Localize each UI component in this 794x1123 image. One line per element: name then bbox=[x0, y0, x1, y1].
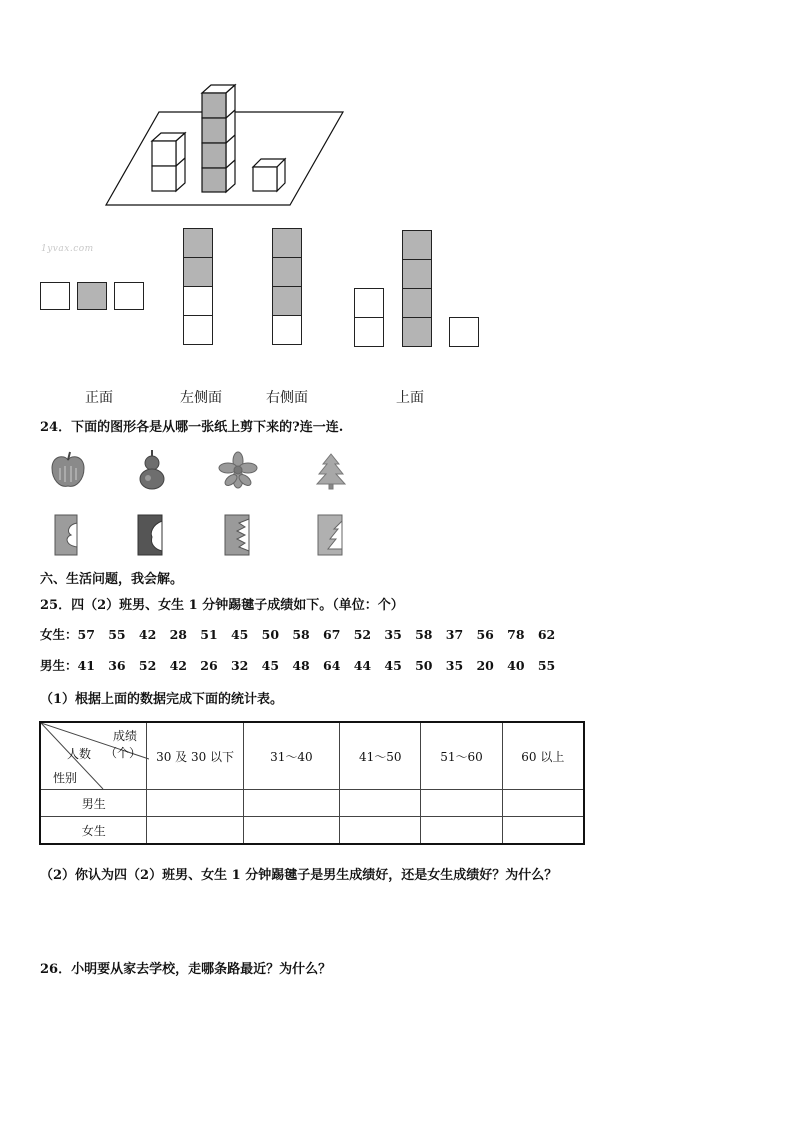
table-header-cell: 30 及 30 以下 bbox=[147, 722, 243, 790]
gourd-shape bbox=[140, 450, 164, 489]
tree-shape bbox=[317, 454, 345, 489]
view-label-front: 正面 bbox=[85, 390, 113, 406]
q25-title: 25．四（2）班男、女生 1 分钟踢毽子成绩如下。（单位：个） bbox=[40, 598, 404, 613]
answer-cell[interactable] bbox=[421, 790, 502, 817]
cube-arrangement-figure bbox=[0, 0, 794, 220]
corner-unit-label: （个） bbox=[105, 746, 142, 760]
row-label-girls: 女生 bbox=[40, 817, 147, 845]
boys-scores-line: 男生：41 36 52 42 26 32 45 48 64 44 45 50 35 20 40 55 bbox=[40, 658, 556, 673]
boys-label: 男生： bbox=[40, 658, 78, 673]
flower-shape bbox=[219, 452, 257, 488]
girls-label: 女生： bbox=[40, 627, 78, 642]
view-label-left: 左侧面 bbox=[180, 390, 222, 406]
section6-title: 六、生活问题，我会解。 bbox=[40, 572, 184, 587]
q25-sub1: （1）根据上面的数据完成下面的统计表。 bbox=[40, 692, 284, 707]
paper-d bbox=[318, 515, 342, 555]
cube-stack-tall bbox=[202, 85, 235, 192]
cut-papers-row bbox=[0, 508, 794, 562]
table-corner-cell bbox=[40, 722, 147, 790]
apple-shape bbox=[52, 452, 84, 486]
answer-cell[interactable] bbox=[243, 817, 339, 845]
table-row bbox=[40, 790, 584, 817]
row-label-boys: 男生 bbox=[40, 790, 147, 817]
view-label-right: 右侧面 bbox=[266, 390, 308, 406]
paper-a bbox=[55, 515, 77, 555]
answer-cell[interactable] bbox=[147, 790, 243, 817]
cube-stack-left bbox=[152, 133, 185, 191]
q25-sub2: （2）你认为四（2）班男、女生 1 分钟踢毽子是男生成绩好，还是女生成绩好？为什么？ bbox=[40, 868, 558, 883]
table-header-cell: 41～50 bbox=[340, 722, 421, 790]
girls-scores-line: 女生：57 55 42 28 51 45 50 58 67 52 35 58 37 56 78 62 bbox=[40, 627, 556, 642]
paper-b bbox=[138, 515, 162, 555]
answer-cell[interactable] bbox=[340, 790, 421, 817]
answer-cell[interactable] bbox=[340, 817, 421, 845]
answer-cell[interactable] bbox=[147, 817, 243, 845]
view-label-top: 上面 bbox=[396, 390, 424, 406]
corner-score-label: 成绩 bbox=[113, 729, 138, 743]
stats-table bbox=[39, 721, 585, 845]
table-row bbox=[40, 817, 584, 845]
watermark: 1yvax.com bbox=[41, 244, 94, 254]
table-header-cell: 31～40 bbox=[243, 722, 339, 790]
cube-single bbox=[253, 159, 285, 191]
answer-cell[interactable] bbox=[421, 817, 502, 845]
answer-cell[interactable] bbox=[502, 790, 584, 817]
paper-c bbox=[225, 515, 249, 555]
q24-title: 24．下面的图形各是从哪一张纸上剪下来的?连一连. bbox=[40, 420, 344, 435]
corner-people-label: 人数 bbox=[67, 747, 92, 761]
q26-title: 26．小明要从家去学校，走哪条路最近？为什么？ bbox=[40, 962, 332, 977]
answer-cell[interactable] bbox=[243, 790, 339, 817]
table-header-cell: 60 以上 bbox=[502, 722, 584, 790]
cut-shapes-row bbox=[0, 440, 794, 500]
table-header-cell: 51～60 bbox=[421, 722, 502, 790]
answer-cell[interactable] bbox=[502, 817, 584, 845]
corner-gender-label: 性别 bbox=[53, 771, 78, 785]
